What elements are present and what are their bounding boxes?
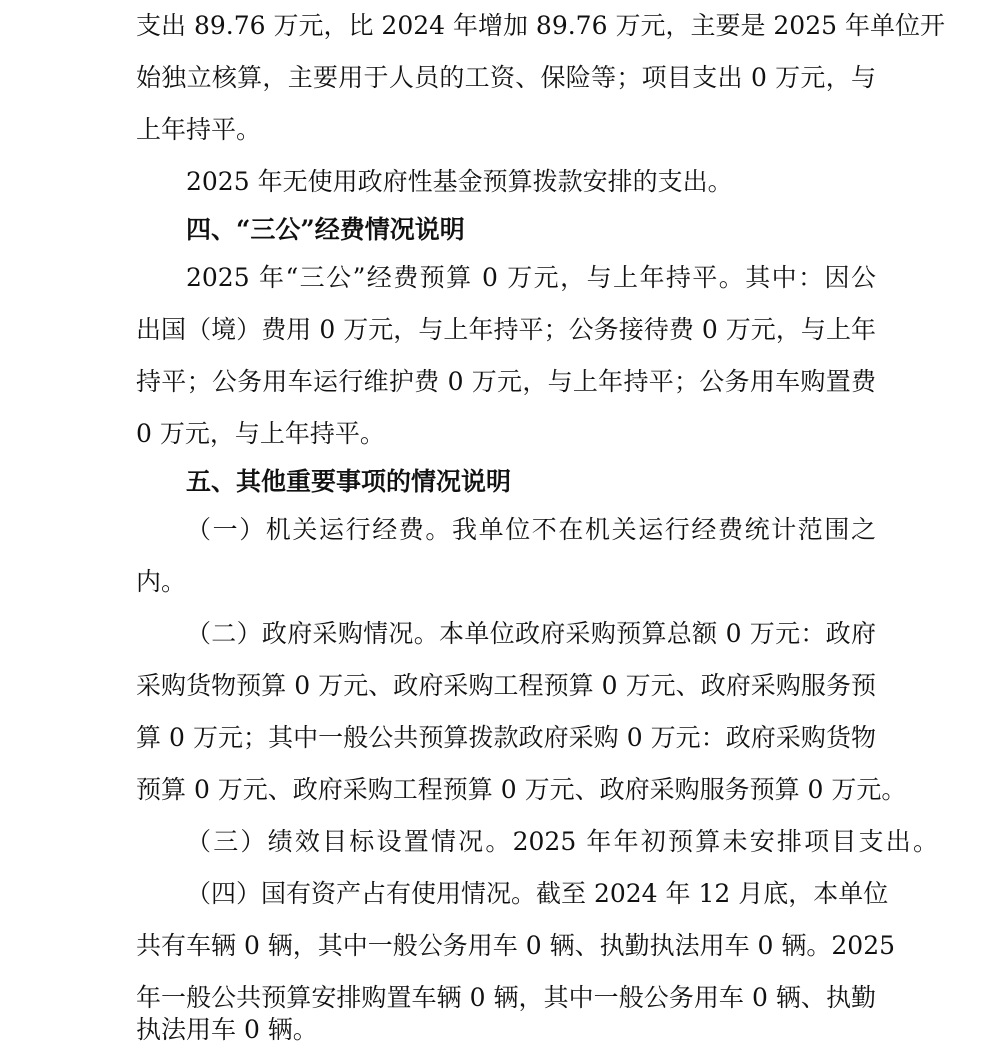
paragraph-line: 2025 年无使用政府性基金预算拨款安排的支出。	[186, 167, 733, 196]
paragraph-line: 0 万元，与上年持平。	[136, 419, 385, 448]
paragraph-line: 内。	[136, 567, 187, 596]
section-heading-4: 四、“三公”经费情况说明	[186, 215, 465, 244]
paragraph-line: 共有车辆 0 辆，其中一般公务用车 0 辆、执勤执法用车 0 辆。2025	[136, 931, 896, 960]
paragraph-line: （一）机关运行经费。我单位不在机关运行经费统计范围之	[186, 515, 876, 544]
paragraph-line: 支出 89.76 万元，比 2024 年增加 89.76 万元，主要是 2025 年单位开	[136, 11, 945, 40]
paragraph-line: （三）绩效目标设置情况。2025 年年初预算未安排项目支出。	[186, 827, 938, 856]
paragraph-line: （二）政府采购情况。本单位政府采购预算总额 0 万元：政府	[186, 619, 876, 648]
section-heading-5: 五、其他重要事项的情况说明	[186, 467, 512, 496]
paragraph-line: （四）国有资产占有使用情况。截至 2024 年 12 月底，本单位	[186, 879, 889, 908]
paragraph-line: 预算 0 万元、政府采购工程预算 0 万元、政府采购服务预算 0 万元。	[136, 775, 907, 804]
paragraph-line: 持平；公务用车运行维护费 0 万元，与上年持平；公务用车购置费	[136, 367, 876, 396]
paragraph-line: 上年持平。	[136, 115, 262, 144]
paragraph-line: 2025 年“三公”经费预算 0 万元，与上年持平。其中：因公	[186, 263, 876, 292]
paragraph-line: 年一般公共预算安排购置车辆 0 辆，其中一般公务用车 0 辆、执勤	[136, 983, 876, 1012]
paragraph-line: 执法用车 0 辆。	[136, 1015, 318, 1044]
paragraph-line: 采购货物预算 0 万元、政府采购工程预算 0 万元、政府采购服务预	[136, 671, 876, 700]
paragraph-line: 始独立核算，主要用于人员的工资、保险等；项目支出 0 万元，与	[136, 63, 876, 92]
paragraph-line: 出国（境）费用 0 万元，与上年持平；公务接待费 0 万元，与上年	[136, 315, 876, 344]
paragraph-line: 算 0 万元；其中一般公共预算拨款政府采购 0 万元：政府采购货物	[136, 723, 876, 752]
